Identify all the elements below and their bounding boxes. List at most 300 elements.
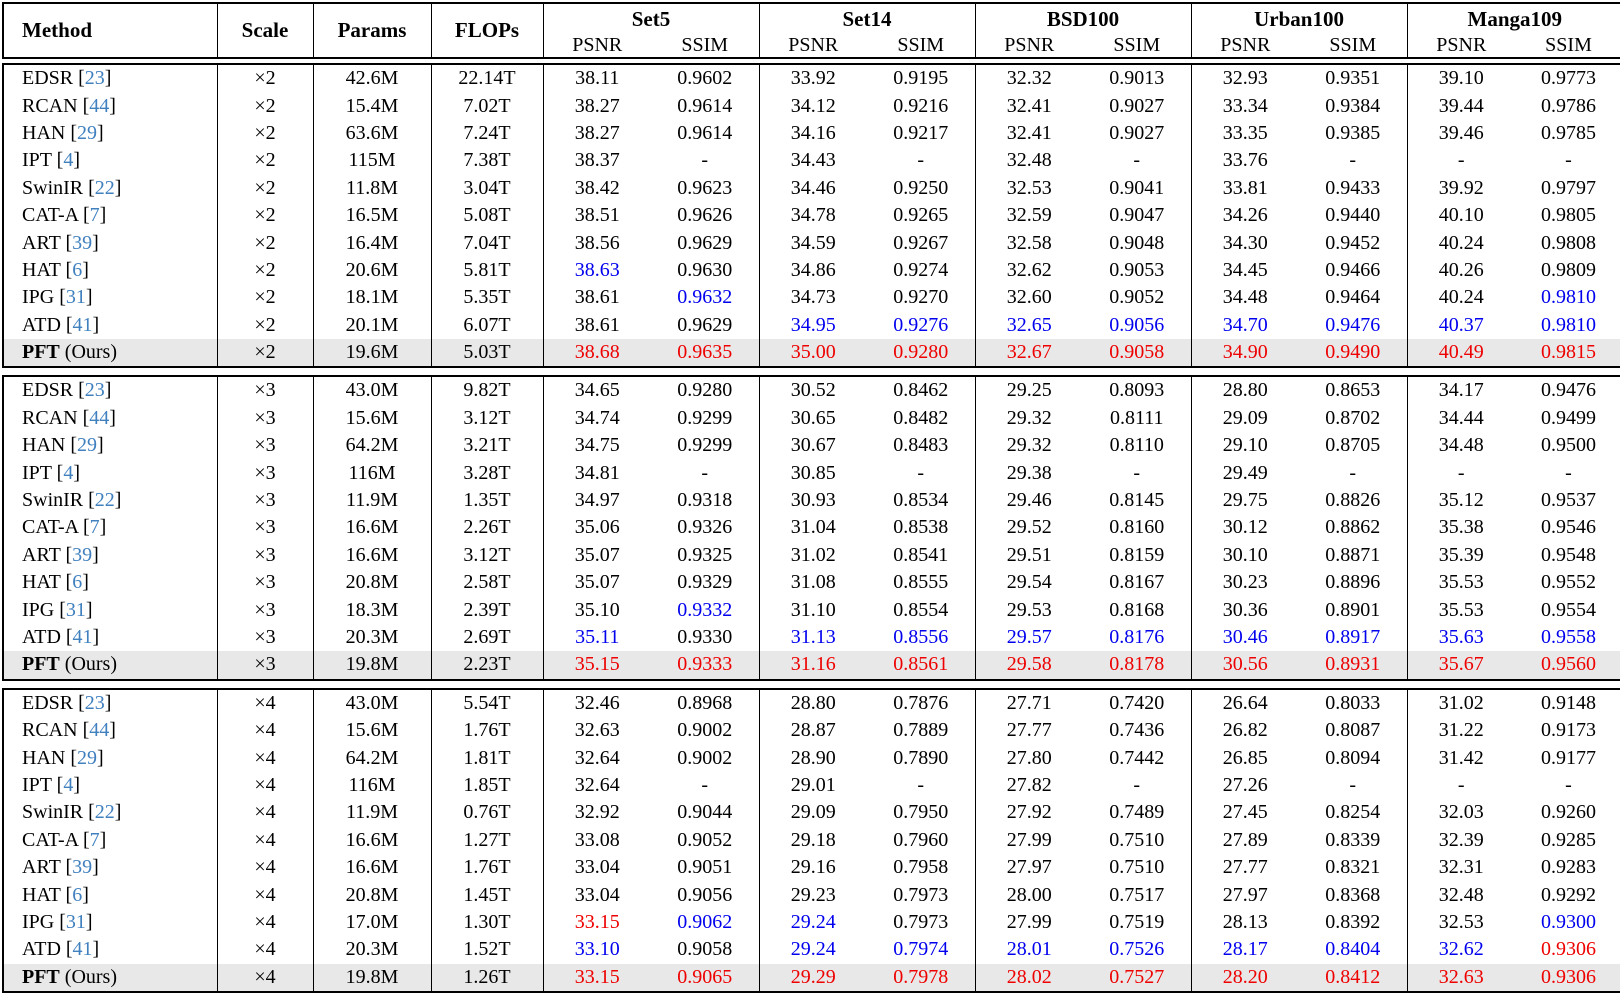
- set14-psnr-value: 28.87: [790, 719, 836, 742]
- urban100-ssim-value: 0.8392: [1299, 909, 1407, 936]
- set14-psnr-value: 34.73: [790, 286, 836, 309]
- set5-psnr-value: 38.61: [574, 313, 620, 336]
- set5-psnr-value: 33.08: [574, 828, 620, 851]
- set5-psnr-value: 33.15: [574, 910, 620, 933]
- metric-header-psnr: PSNR: [788, 34, 839, 56]
- manga109-psnr-value: 32.53: [1438, 910, 1484, 933]
- set5-psnr-value: 32.64: [574, 773, 620, 796]
- urban100-ssim-value: 0.8033: [1299, 689, 1407, 717]
- urban100-psnr-value: 34.26: [1222, 204, 1268, 227]
- set5-ssim-value: 0.9623: [651, 175, 759, 202]
- flops-cell: 2.39T: [431, 596, 543, 623]
- column-header-flops: FLOPs: [431, 3, 543, 58]
- scale-cell: ×2: [217, 120, 313, 147]
- method-name: HAN [29]: [3, 120, 217, 147]
- set5-psnr-value: 32.63: [574, 719, 620, 742]
- urban100-ssim-value: 0.8901: [1299, 596, 1407, 623]
- citation-link[interactable]: 22: [94, 176, 115, 199]
- urban100-psnr-value: 27.97: [1222, 883, 1268, 906]
- method-name: RCAN [44]: [3, 717, 217, 744]
- metric-header-psnr: PSNR: [572, 34, 623, 56]
- manga109-ssim-value: 0.9785: [1541, 121, 1596, 144]
- method-name: SwinIR [22]: [3, 487, 217, 514]
- flops-cell: 5.03T: [431, 339, 543, 367]
- manga109-ssim-value: -: [1565, 149, 1572, 172]
- citation-link[interactable]: 41: [72, 626, 93, 648]
- params-cell: 20.3M: [313, 936, 431, 963]
- manga109-ssim-value: 0.9797: [1541, 176, 1596, 199]
- manga109-ssim-value: 0.9285: [1541, 828, 1596, 851]
- bsd100-psnr-value: 32.60: [1006, 286, 1052, 309]
- bsd100-psnr-value: 32.67: [1006, 341, 1052, 364]
- method-name: ATD [41]: [3, 312, 217, 339]
- bsd100-ssim-value: 0.9056: [1083, 312, 1191, 339]
- bsd100-ssim-value: 0.9027: [1083, 120, 1191, 147]
- manga109-ssim-value: 0.9546: [1541, 516, 1596, 539]
- citation-link[interactable]: 4: [63, 461, 74, 484]
- scale-cell: ×2: [217, 92, 313, 119]
- flops-cell: 1.85T: [431, 772, 543, 799]
- urban100-ssim-value: 0.8917: [1299, 624, 1407, 651]
- urban100-psnr-value: 30.56: [1222, 653, 1268, 676]
- citation-link[interactable]: 23: [84, 691, 105, 714]
- bsd100-psnr-value: 29.32: [1006, 406, 1052, 429]
- set5-psnr-value: 38.63: [574, 258, 620, 281]
- method-row: [3, 202, 1620, 229]
- bsd100-ssim-value: 0.8093: [1083, 376, 1191, 404]
- scale-cell: ×4: [217, 936, 313, 963]
- flops-cell: 5.35T: [431, 284, 543, 311]
- set14-ssim-value: 0.8554: [867, 596, 975, 623]
- bsd100-ssim-value: -: [1083, 772, 1191, 799]
- citation-link[interactable]: 22: [94, 489, 115, 512]
- flops-cell: 1.27T: [431, 827, 543, 854]
- manga109-ssim-value: 0.9548: [1541, 543, 1596, 566]
- set5-ssim-value: 0.8968: [651, 689, 759, 717]
- flops-cell: 2.26T: [431, 514, 543, 541]
- manga109-psnr-value: 40.49: [1438, 341, 1484, 364]
- method-name: ATD [41]: [3, 936, 217, 963]
- method-row: [3, 459, 1620, 486]
- set14-psnr-value: 29.29: [790, 965, 836, 988]
- set14-ssim-value: -: [867, 772, 975, 799]
- set14-ssim-value: 0.9216: [867, 92, 975, 119]
- set14-psnr-value: 30.52: [790, 379, 836, 402]
- bsd100-psnr-value: 32.59: [1006, 204, 1052, 227]
- scale-cell: ×4: [217, 799, 313, 826]
- params-cell: 19.8M: [313, 964, 431, 992]
- manga109-psnr-value: 31.02: [1438, 691, 1484, 714]
- set14-ssim-value: 0.9280: [867, 339, 975, 367]
- set5-ssim-value: 0.9044: [651, 799, 759, 826]
- method-row: [3, 376, 1620, 404]
- citation-link[interactable]: 4: [63, 149, 74, 172]
- method-name: IPT [4]: [3, 459, 217, 486]
- set5-ssim-value: 0.9299: [651, 432, 759, 459]
- citation-link[interactable]: 44: [89, 406, 110, 429]
- urban100-ssim-value: 0.8254: [1299, 799, 1407, 826]
- urban100-psnr-value: 33.34: [1222, 94, 1268, 117]
- citation-link[interactable]: 39: [72, 543, 93, 566]
- scale-cell: ×2: [217, 147, 313, 174]
- bsd100-ssim-value: 0.7442: [1083, 744, 1191, 771]
- bsd100-psnr-value: 29.52: [1006, 516, 1052, 539]
- manga109-psnr-value: 35.12: [1438, 489, 1484, 512]
- bsd100-psnr-value: 29.32: [1006, 434, 1052, 457]
- urban100-psnr-value: 30.12: [1222, 516, 1268, 539]
- metric-header-ssim: SSIM: [867, 34, 975, 58]
- method-name: CAT-A [7]: [3, 827, 217, 854]
- method-name: HAN [29]: [3, 744, 217, 771]
- urban100-psnr-value: 27.45: [1222, 801, 1268, 824]
- manga109-psnr-value: 35.67: [1438, 653, 1484, 676]
- set14-ssim-value: 0.7889: [867, 717, 975, 744]
- set14-ssim-value: 0.7890: [867, 744, 975, 771]
- flops-cell: 0.76T: [431, 799, 543, 826]
- set5-ssim-value: -: [651, 147, 759, 174]
- manga109-psnr-value: 39.44: [1438, 94, 1484, 117]
- bsd100-ssim-value: 0.8159: [1083, 542, 1191, 569]
- manga109-psnr-value: 39.92: [1438, 176, 1484, 199]
- citation-link[interactable]: 31: [65, 910, 86, 933]
- flops-cell: 1.81T: [431, 744, 543, 771]
- scale-cell: ×4: [217, 854, 313, 881]
- set5-psnr-value: 34.97: [574, 489, 620, 512]
- manga109-psnr-value: 39.46: [1438, 121, 1484, 144]
- citation-link[interactable]: 39: [72, 231, 93, 254]
- params-cell: 18.1M: [313, 284, 431, 311]
- set5-psnr-value: 38.61: [574, 286, 620, 309]
- bsd100-ssim-value: 0.8111: [1083, 405, 1191, 432]
- citation-link[interactable]: 23: [84, 379, 105, 402]
- method-row: [3, 487, 1620, 514]
- set5-psnr-value: 32.64: [574, 746, 620, 769]
- bsd100-psnr-value: 29.57: [1006, 626, 1052, 648]
- manga109-psnr-value: 35.38: [1438, 516, 1484, 539]
- citation-link[interactable]: 41: [72, 938, 93, 961]
- citation-link[interactable]: 7: [89, 204, 100, 227]
- set5-psnr-value: 38.37: [574, 149, 620, 172]
- urban100-ssim-value: 0.8871: [1299, 542, 1407, 569]
- flops-cell: 5.08T: [431, 202, 543, 229]
- citation-link[interactable]: 29: [77, 121, 97, 144]
- scale-cell: ×3: [217, 542, 313, 569]
- set5-psnr-value: 38.27: [574, 94, 620, 117]
- bsd100-psnr-value: 29.38: [1006, 461, 1052, 484]
- set5-ssim-value: 0.9002: [651, 717, 759, 744]
- method-name: HAT [6]: [3, 569, 217, 596]
- set5-ssim-value: -: [651, 772, 759, 799]
- urban100-ssim-value: 0.8931: [1299, 651, 1407, 679]
- flops-cell: 2.23T: [431, 651, 543, 679]
- urban100-ssim-value: 0.9464: [1299, 284, 1407, 311]
- bsd100-ssim-value: 0.9048: [1083, 229, 1191, 256]
- bsd100-psnr-value: 27.92: [1006, 801, 1052, 824]
- method-name: CAT-A [7]: [3, 202, 217, 229]
- manga109-ssim-value: 0.9810: [1541, 313, 1596, 336]
- citation-link[interactable]: 31: [65, 286, 86, 309]
- params-cell: 15.4M: [313, 92, 431, 119]
- flops-cell: 7.04T: [431, 229, 543, 256]
- scale-cell: ×4: [217, 744, 313, 771]
- params-cell: 17.0M: [313, 909, 431, 936]
- params-cell: 63.6M: [313, 120, 431, 147]
- citation-link[interactable]: 7: [89, 516, 100, 539]
- set5-psnr-value: 38.56: [574, 231, 620, 254]
- manga109-psnr-value: 40.24: [1438, 286, 1484, 309]
- set5-ssim-value: 0.9065: [651, 964, 759, 992]
- scale-cell: ×2: [217, 257, 313, 284]
- method-name: IPG [31]: [3, 596, 217, 623]
- set14-psnr-value: 29.23: [790, 883, 836, 906]
- method-row: [3, 312, 1620, 339]
- method-row: [3, 936, 1620, 963]
- manga109-psnr-value: 35.53: [1438, 598, 1484, 621]
- citation-link[interactable]: 29: [77, 434, 97, 457]
- urban100-ssim-value: 0.9440: [1299, 202, 1407, 229]
- urban100-psnr-value: 30.46: [1222, 626, 1268, 648]
- set14-ssim-value: -: [867, 459, 975, 486]
- urban100-ssim-value: 0.8094: [1299, 744, 1407, 771]
- set14-psnr-value: 31.02: [790, 543, 836, 566]
- metric-header-psnr: PSNR: [1436, 34, 1487, 56]
- urban100-psnr-value: 34.90: [1222, 341, 1268, 364]
- flops-cell: 1.52T: [431, 936, 543, 963]
- scale-cell: ×3: [217, 432, 313, 459]
- manga109-psnr-value: 32.31: [1438, 856, 1484, 879]
- params-cell: 20.8M: [313, 881, 431, 908]
- citation-link[interactable]: 23: [84, 67, 105, 90]
- scale-x2-block: [2, 63, 1620, 368]
- bsd100-ssim-value: 0.8168: [1083, 596, 1191, 623]
- citation-link[interactable]: 6: [72, 571, 83, 594]
- params-cell: 43.0M: [313, 689, 431, 717]
- set5-ssim-value: 0.9051: [651, 854, 759, 881]
- set14-psnr-value: 29.24: [790, 938, 836, 961]
- citation-link[interactable]: 7: [89, 828, 100, 851]
- method-row: [3, 596, 1620, 623]
- bsd100-ssim-value: 0.7510: [1083, 827, 1191, 854]
- set5-psnr-value: 38.51: [574, 204, 620, 227]
- flops-cell: 1.30T: [431, 909, 543, 936]
- citation-link[interactable]: 44: [89, 94, 110, 117]
- set14-psnr-value: 31.04: [790, 516, 836, 539]
- metric-header-psnr: PSNR: [1220, 34, 1271, 56]
- flops-cell: 1.76T: [431, 717, 543, 744]
- set14-psnr-value: 30.85: [790, 461, 836, 484]
- manga109-ssim-value: 0.9810: [1541, 286, 1596, 309]
- urban100-psnr-value: 29.09: [1222, 406, 1268, 429]
- method-name: HAT [6]: [3, 257, 217, 284]
- urban100-ssim-value: 0.9384: [1299, 92, 1407, 119]
- set14-ssim-value: -: [867, 147, 975, 174]
- manga109-ssim-value: 0.9558: [1541, 626, 1596, 648]
- set5-ssim-value: 0.9299: [651, 405, 759, 432]
- params-cell: 20.1M: [313, 312, 431, 339]
- urban100-psnr-value: 33.81: [1222, 176, 1268, 199]
- metric-header-ssim: SSIM: [1299, 34, 1407, 58]
- manga109-psnr-value: 31.42: [1438, 746, 1484, 769]
- scale-cell: ×4: [217, 689, 313, 717]
- set14-ssim-value: 0.7973: [867, 881, 975, 908]
- params-cell: 116M: [313, 459, 431, 486]
- manga109-ssim-value: 0.9499: [1541, 406, 1596, 429]
- scale-cell: ×4: [217, 881, 313, 908]
- urban100-psnr-value: 27.77: [1222, 856, 1268, 879]
- set14-ssim-value: 0.8541: [867, 542, 975, 569]
- set14-ssim-value: 0.9270: [867, 284, 975, 311]
- flops-cell: 1.26T: [431, 964, 543, 992]
- citation-link[interactable]: 39: [72, 856, 93, 879]
- bsd100-ssim-value: 0.8167: [1083, 569, 1191, 596]
- set14-psnr-value: 34.43: [790, 149, 836, 172]
- scale-cell: ×2: [217, 229, 313, 256]
- urban100-psnr-value: 29.49: [1222, 461, 1268, 484]
- urban100-ssim-value: -: [1299, 147, 1407, 174]
- set5-ssim-value: 0.9630: [651, 257, 759, 284]
- scale-cell: ×2: [217, 284, 313, 311]
- scale-cell: ×4: [217, 717, 313, 744]
- scale-cell: ×3: [217, 405, 313, 432]
- citation-link[interactable]: 44: [89, 719, 110, 742]
- urban100-ssim-value: 0.8339: [1299, 827, 1407, 854]
- citation-link[interactable]: 6: [72, 883, 83, 906]
- urban100-ssim-value: 0.8087: [1299, 717, 1407, 744]
- bsd100-psnr-value: 27.71: [1006, 691, 1052, 714]
- set5-psnr-value: 35.07: [574, 543, 620, 566]
- manga109-ssim-value: 0.9805: [1541, 204, 1596, 227]
- set14-psnr-value: 34.78: [790, 204, 836, 227]
- scale-cell: ×2: [217, 64, 313, 92]
- method-row: [3, 432, 1620, 459]
- params-cell: 115M: [313, 147, 431, 174]
- params-cell: 64.2M: [313, 432, 431, 459]
- dataset-header-bsd100: BSD100: [975, 3, 1191, 34]
- flops-cell: 5.81T: [431, 257, 543, 284]
- urban100-ssim-value: 0.8705: [1299, 432, 1407, 459]
- citation-link[interactable]: 22: [94, 801, 115, 824]
- bsd100-ssim-value: 0.9013: [1083, 64, 1191, 92]
- params-cell: 16.4M: [313, 229, 431, 256]
- flops-cell: 22.14T: [431, 64, 543, 92]
- bsd100-psnr-value: 27.99: [1006, 910, 1052, 933]
- scale-cell: ×3: [217, 596, 313, 623]
- set14-psnr-value: 31.13: [790, 626, 836, 648]
- set14-ssim-value: 0.9195: [867, 64, 975, 92]
- bsd100-ssim-value: 0.8145: [1083, 487, 1191, 514]
- scale-x4-block: [2, 688, 1620, 993]
- params-cell: 11.9M: [313, 799, 431, 826]
- urban100-psnr-value: 27.26: [1222, 773, 1268, 796]
- params-cell: 19.8M: [313, 651, 431, 679]
- bsd100-ssim-value: 0.9058: [1083, 339, 1191, 367]
- set14-psnr-value: 34.16: [790, 121, 836, 144]
- set5-ssim-value: 0.9332: [651, 596, 759, 623]
- set5-ssim-value: 0.9058: [651, 936, 759, 963]
- manga109-ssim-value: 0.9148: [1541, 691, 1596, 714]
- citation-link[interactable]: 29: [77, 746, 97, 769]
- ours-method-row: [3, 964, 1620, 992]
- set14-ssim-value: 0.8561: [867, 651, 975, 679]
- params-cell: 19.6M: [313, 339, 431, 367]
- bsd100-psnr-value: 29.53: [1006, 598, 1052, 621]
- set14-psnr-value: 29.18: [790, 828, 836, 851]
- method-row: [3, 229, 1620, 256]
- urban100-psnr-value: 29.75: [1222, 489, 1268, 512]
- metric-header-ssim: SSIM: [1545, 34, 1592, 56]
- manga109-psnr-value: 35.63: [1438, 626, 1484, 648]
- bsd100-ssim-value: 0.8110: [1083, 432, 1191, 459]
- set14-psnr-value: 29.01: [790, 773, 836, 796]
- flops-cell: 1.45T: [431, 881, 543, 908]
- set5-psnr-value: 33.10: [574, 938, 620, 961]
- urban100-psnr-value: 34.45: [1222, 258, 1268, 281]
- manga109-psnr-value: 32.39: [1438, 828, 1484, 851]
- params-cell: 15.6M: [313, 405, 431, 432]
- scale-cell: ×3: [217, 624, 313, 651]
- dataset-header-set5: Set5: [543, 3, 759, 34]
- set5-ssim-value: 0.9629: [651, 312, 759, 339]
- set14-psnr-value: 31.10: [790, 598, 836, 621]
- method-name: EDSR [23]: [3, 376, 217, 404]
- urban100-ssim-value: 0.9452: [1299, 229, 1407, 256]
- set14-psnr-value: 28.90: [790, 746, 836, 769]
- set5-psnr-value: 32.46: [574, 691, 620, 714]
- table-header: [2, 2, 1620, 59]
- scale-cell: ×4: [217, 964, 313, 992]
- method-name: ART [39]: [3, 229, 217, 256]
- ours-method-row: [3, 339, 1620, 367]
- method-name: ART [39]: [3, 854, 217, 881]
- urban100-psnr-value: 28.20: [1222, 965, 1268, 988]
- bsd100-ssim-value: 0.7526: [1083, 936, 1191, 963]
- set14-ssim-value: 0.8462: [867, 376, 975, 404]
- set14-ssim-value: 0.8555: [867, 569, 975, 596]
- bsd100-psnr-value: 29.54: [1006, 571, 1052, 594]
- flops-cell: 5.54T: [431, 689, 543, 717]
- method-row: [3, 569, 1620, 596]
- bsd100-psnr-value: 32.41: [1006, 121, 1052, 144]
- method-name: EDSR [23]: [3, 689, 217, 717]
- citation-link[interactable]: 4: [63, 773, 74, 796]
- flops-cell: 3.04T: [431, 175, 543, 202]
- manga109-ssim-value: 0.9554: [1541, 598, 1596, 621]
- params-cell: 16.6M: [313, 542, 431, 569]
- column-header-method: Method: [3, 3, 217, 58]
- set14-ssim-value: 0.8538: [867, 514, 975, 541]
- manga109-psnr-value: 40.37: [1438, 313, 1484, 336]
- citation-link[interactable]: 41: [72, 313, 93, 336]
- manga109-ssim-value: 0.9773: [1541, 67, 1596, 90]
- bsd100-ssim-value: 0.7510: [1083, 854, 1191, 881]
- bsd100-psnr-value: 27.82: [1006, 773, 1052, 796]
- set14-psnr-value: 35.00: [790, 341, 836, 364]
- urban100-psnr-value: 34.30: [1222, 231, 1268, 254]
- citation-link[interactable]: 6: [72, 258, 83, 281]
- set14-psnr-value: 33.92: [790, 67, 836, 90]
- set14-psnr-value: 29.09: [790, 801, 836, 824]
- bsd100-ssim-value: 0.7517: [1083, 881, 1191, 908]
- urban100-psnr-value: 28.80: [1222, 379, 1268, 402]
- manga109-psnr-value: 39.10: [1438, 67, 1484, 90]
- manga109-psnr-value: 34.17: [1438, 379, 1484, 402]
- manga109-psnr-value: -: [1457, 149, 1465, 172]
- set14-ssim-value: 0.8556: [867, 624, 975, 651]
- manga109-ssim-value: 0.9306: [1541, 965, 1596, 988]
- flops-cell: 3.12T: [431, 405, 543, 432]
- set5-ssim-value: 0.9629: [651, 229, 759, 256]
- citation-link[interactable]: 31: [65, 598, 86, 621]
